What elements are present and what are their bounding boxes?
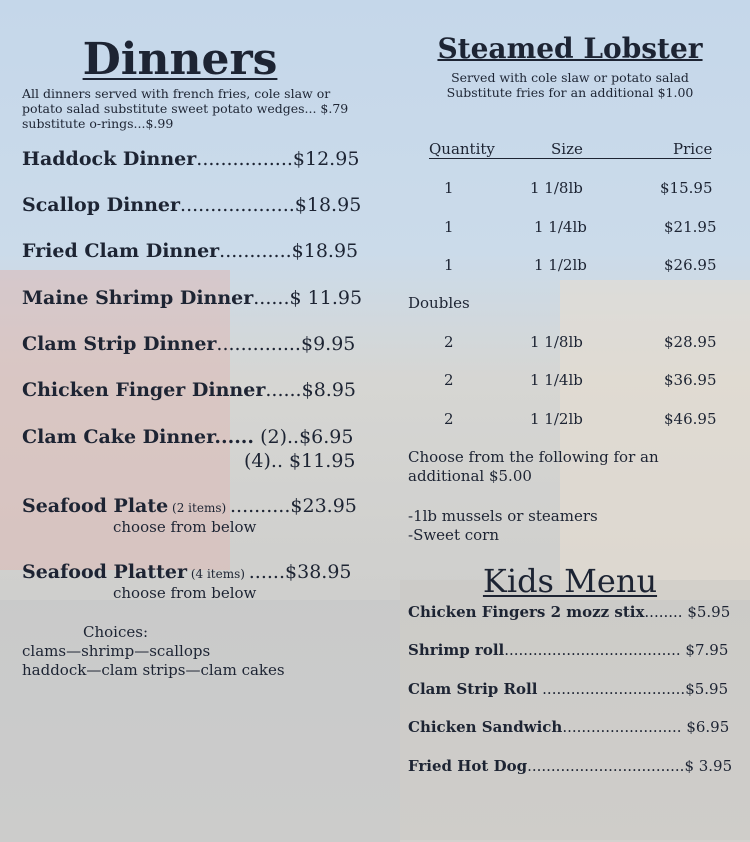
dinners-subtitle-line: substitute o-rings...$.99 xyxy=(22,116,174,131)
dinners-title-text: Dinners xyxy=(82,34,278,85)
item-price: $5.95 xyxy=(685,680,729,698)
lobster-size: 1 1/8lb xyxy=(530,333,583,351)
column-header-price: Price xyxy=(673,140,713,158)
lobster-qty: 1 xyxy=(444,218,454,236)
item-price: $9.95 xyxy=(300,333,356,355)
lobster-size: 1 1/4lb xyxy=(534,218,587,236)
choices-block xyxy=(22,623,285,680)
lobster-qty: 2 xyxy=(444,371,454,389)
item-note: (2 items) xyxy=(168,501,230,515)
item-dots: ........ xyxy=(644,603,688,621)
item-name: Chicken Fingers 2 mozz stix xyxy=(408,603,645,621)
menu-item-scallop-dinner xyxy=(22,194,361,216)
background-building-right xyxy=(560,280,750,600)
choices-line: clams—shrimp—scallops xyxy=(22,642,211,660)
item-dots: .............................. xyxy=(537,680,686,698)
item-price: $12.95 xyxy=(292,148,360,170)
item-name: Shrimp roll xyxy=(408,641,505,659)
extra-note-line: additional $5.00 xyxy=(408,467,532,485)
item-name: Clam Strip Dinner xyxy=(22,333,217,355)
item-note: (4 items) xyxy=(187,567,249,581)
kids-item-chicken-fingers xyxy=(408,603,730,621)
extra-option: -1lb mussels or steamers xyxy=(408,507,598,525)
extra-note-line: Choose from the following for an xyxy=(408,448,659,466)
lobster-size: 1 1/8lb xyxy=(530,179,583,197)
lobster-qty: 2 xyxy=(444,410,454,428)
item-price: $18.95 xyxy=(294,194,362,216)
item-price: $8.95 xyxy=(301,379,357,401)
item-dots: ...... xyxy=(253,287,290,309)
menu-item-clam-cake-dinner xyxy=(22,426,353,448)
item-price: $5.95 xyxy=(687,603,731,621)
item-name: Fried Hot Dog xyxy=(408,757,528,775)
item-name: Chicken Sandwich xyxy=(408,718,563,736)
item-price: $6.95 xyxy=(686,718,730,736)
menu-item-haddock-dinner xyxy=(22,148,359,170)
extra-option: -Sweet corn xyxy=(408,526,499,544)
choices-title: Choices: xyxy=(83,623,148,641)
lobster-size: 1 1/2lb xyxy=(534,256,587,274)
kids-item-shrimp-roll xyxy=(408,641,728,659)
item-name: Scallop Dinner xyxy=(22,194,181,216)
doubles-label: Doubles xyxy=(408,294,470,312)
item-name: Haddock Dinner xyxy=(22,148,197,170)
kids-menu-title-text: Kids Menu xyxy=(482,562,658,600)
header-underline xyxy=(429,158,711,159)
menu-item-maine-shrimp-dinner xyxy=(22,287,362,309)
kids-item-chicken-sandwich xyxy=(408,718,729,736)
item-name: Clam Cake Dinner...... xyxy=(22,426,255,448)
lobster-size: 1 1/2lb xyxy=(530,410,583,428)
item-price: $7.95 xyxy=(685,641,729,659)
lobster-price: $21.95 xyxy=(664,218,717,236)
lobster-size: 1 1/4lb xyxy=(530,371,583,389)
lobster-qty: 1 xyxy=(444,179,454,197)
menu-item-seafood-plate xyxy=(22,495,357,517)
lobster-subtitle-line: Substitute fries for an additional $1.00 xyxy=(446,85,694,100)
item-name: Maine Shrimp Dinner xyxy=(22,287,254,309)
lobster-subtitle-line: Served with cole slaw or potato salad xyxy=(451,70,689,85)
menu-item-clam-strip-dinner xyxy=(22,333,355,355)
dinners-subtitle xyxy=(22,86,352,131)
menu-item-clam-cake-option xyxy=(244,450,356,472)
item-name: Chicken Finger Dinner xyxy=(22,379,266,401)
column-header-size: Size xyxy=(551,140,583,158)
item-dots: ................ xyxy=(196,148,293,170)
item-price: $ 11.95 xyxy=(289,287,363,309)
item-price: (2)..$6.95 xyxy=(254,426,354,448)
lobster-extra-options xyxy=(408,507,598,545)
item-dots: ............ xyxy=(219,240,292,262)
item-name: Clam Strip Roll xyxy=(408,680,538,698)
item-name: Fried Clam Dinner xyxy=(22,240,220,262)
lobster-subtitle xyxy=(405,70,735,100)
item-dots: ...... xyxy=(265,379,302,401)
item-price: $18.95 xyxy=(291,240,359,262)
item-price: $38.95 xyxy=(285,561,352,583)
lobster-price: $28.95 xyxy=(664,333,717,351)
lobster-qty: 2 xyxy=(444,333,454,351)
lobster-price: $15.95 xyxy=(660,179,713,197)
item-dots: .......... xyxy=(229,495,291,517)
item-name: Seafood Platter xyxy=(22,561,188,583)
column-header-quantity: Quantity xyxy=(429,140,495,158)
seafood-plate-note: choose from below xyxy=(113,518,257,536)
item-price: (4).. $11.95 xyxy=(244,450,356,472)
seafood-platter-note: choose from below xyxy=(113,584,257,602)
menu-item-chicken-finger-dinner xyxy=(22,379,356,401)
item-price: $ 3.95 xyxy=(684,757,733,775)
menu-item-seafood-platter xyxy=(22,561,352,583)
item-dots: ................................. xyxy=(527,757,685,775)
item-dots: ................... xyxy=(180,194,295,216)
lobster-title: Steamed Lobster xyxy=(437,32,703,65)
lobster-extra-note xyxy=(408,448,698,486)
item-dots: ...... xyxy=(248,561,286,583)
lobster-price: $36.95 xyxy=(664,371,717,389)
item-dots: .............. xyxy=(216,333,301,355)
kids-menu-title xyxy=(405,562,735,600)
lobster-price: $26.95 xyxy=(664,256,717,274)
dinners-subtitle-line: All dinners served with french fries, cole slaw or xyxy=(22,86,331,101)
item-dots: ..................................... xyxy=(504,641,686,659)
choices-line: haddock—clam strips—clam cakes xyxy=(22,661,285,679)
lobster-qty: 1 xyxy=(444,256,454,274)
kids-item-clam-strip-roll xyxy=(408,680,728,698)
menu-item-fried-clam-dinner xyxy=(22,240,358,262)
dinners-subtitle-line: potato salad substitute sweet potato wedges... $.79 xyxy=(22,101,349,116)
item-price: $23.95 xyxy=(290,495,357,517)
kids-item-fried-hot-dog xyxy=(408,757,732,775)
lobster-price: $46.95 xyxy=(664,410,717,428)
dinners-title xyxy=(0,34,360,85)
item-name: Seafood Plate xyxy=(22,495,169,517)
item-dots: ......................... xyxy=(562,718,687,736)
